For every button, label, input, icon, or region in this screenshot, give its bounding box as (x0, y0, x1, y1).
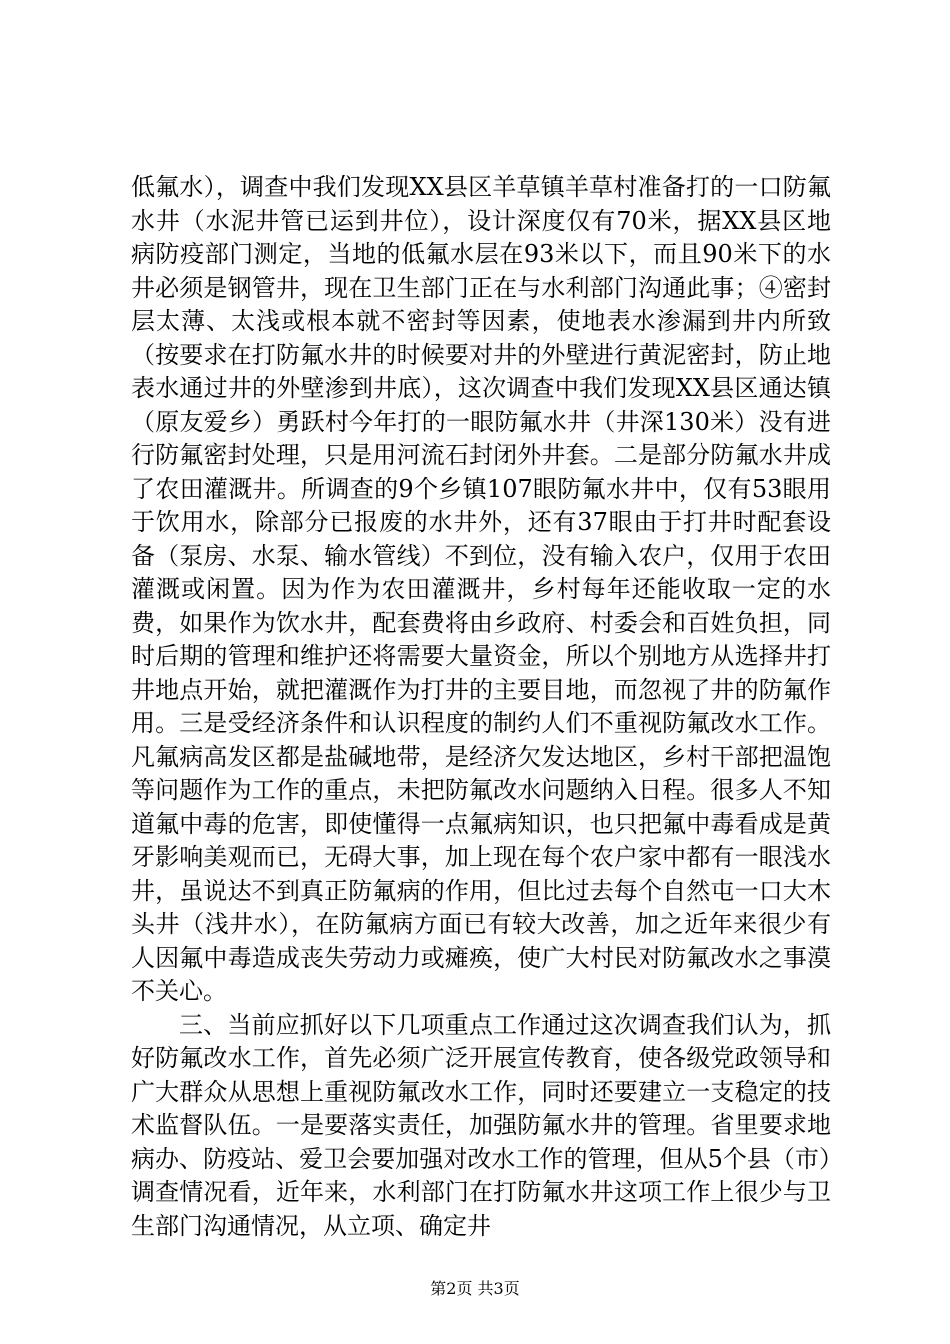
paragraph-section-three: 三、当前应抓好以下几项重点工作通过这次调查我们认为，抓好防氟改水工作，首先必须广泛开展宣传教育，使各级党政领导和广大群众从思想上重视防氟改水工作，同时还要建立一支稳定的技术监督队伍。一是要落实责任，加强防氟水井的管理。省里要求地病办、防疫站、爱卫会要加强对改水工作的管理，但从5个县（市）调查情况看，近年来，水利部门在打防氟水井这项工作上很少与卫生部门沟通情况，从立项、确定井 (131, 1010, 831, 1240)
page-number-label: 第2页 共3页 (430, 1279, 520, 1298)
page-footer (0, 1279, 950, 1299)
paragraph-continuation: 低氟水），调查中我们发现XX县区羊草镇羊草村准备打的一口防氟水井（水泥井管已运到井位），设计深度仅有70米，据XX县区地病防疫部门测定，当地的低氟水层在93米以下，而且90米下的水井必须是钢管井，现在卫生部门正在与水利部门沟通此事；④密封层太薄、太浅或根本就不密封等因素，使地表水渗漏到井内所致（按要求在打防氟水井的时候要对井的外壁进行黄泥密封，防止地表水通过井的外壁渗到井底），这次调查中我们发现XX县区通达镇（原友爱乡）勇跃村今年打的一眼防氟水井（井深130米）没有进行防氟密封处理，只是用河流石封闭外井套。二是部分防氟水井成了农田灌溉井。所调查的9个乡镇107眼防氟水井中，仅有53眼用于饮用水，除部分已报废的水井外，还有37眼由于打井时配套设备（泵房、水泵、输水管线）不到位，没有输入农户，仅用于农田灌溉或闲置。因为作为农田灌溉井，乡村每年还能收取一定的水费，如果作为饮水井，配套费将由乡政府、村委会和百姓负担，同时后期的管理和维护还将需要大量资金，所以个别地方从选择井打井地点开始，就把灌溉作为打井的主要目地，而忽视了井的防氟作用。三是受经济条件和认识程度的制约人们不重视防氟改水工作。凡氟病高发区都是盐碱地带，是经济欠发达地区，乡村干部把温饱等问题作为工作的重点，未把防氟改水问题纳入日程。很多人不知道氟中毒的危害，即使懂得一点氟病知识，也只把氟中毒看成是黄牙影响美观而已，无碍大事，加上现在每个农户家中都有一眼浅水井，虽说达不到真正防氟病的作用，但比过去每个自然屯一口大木头井（浅井水），在防氟病方面已有较大改善，加之近年来很少有人因氟中毒造成丧失劳动力或瘫痪，使广大村民对防氟改水之事漠不关心。 (131, 173, 831, 1005)
document-body (131, 171, 831, 1243)
